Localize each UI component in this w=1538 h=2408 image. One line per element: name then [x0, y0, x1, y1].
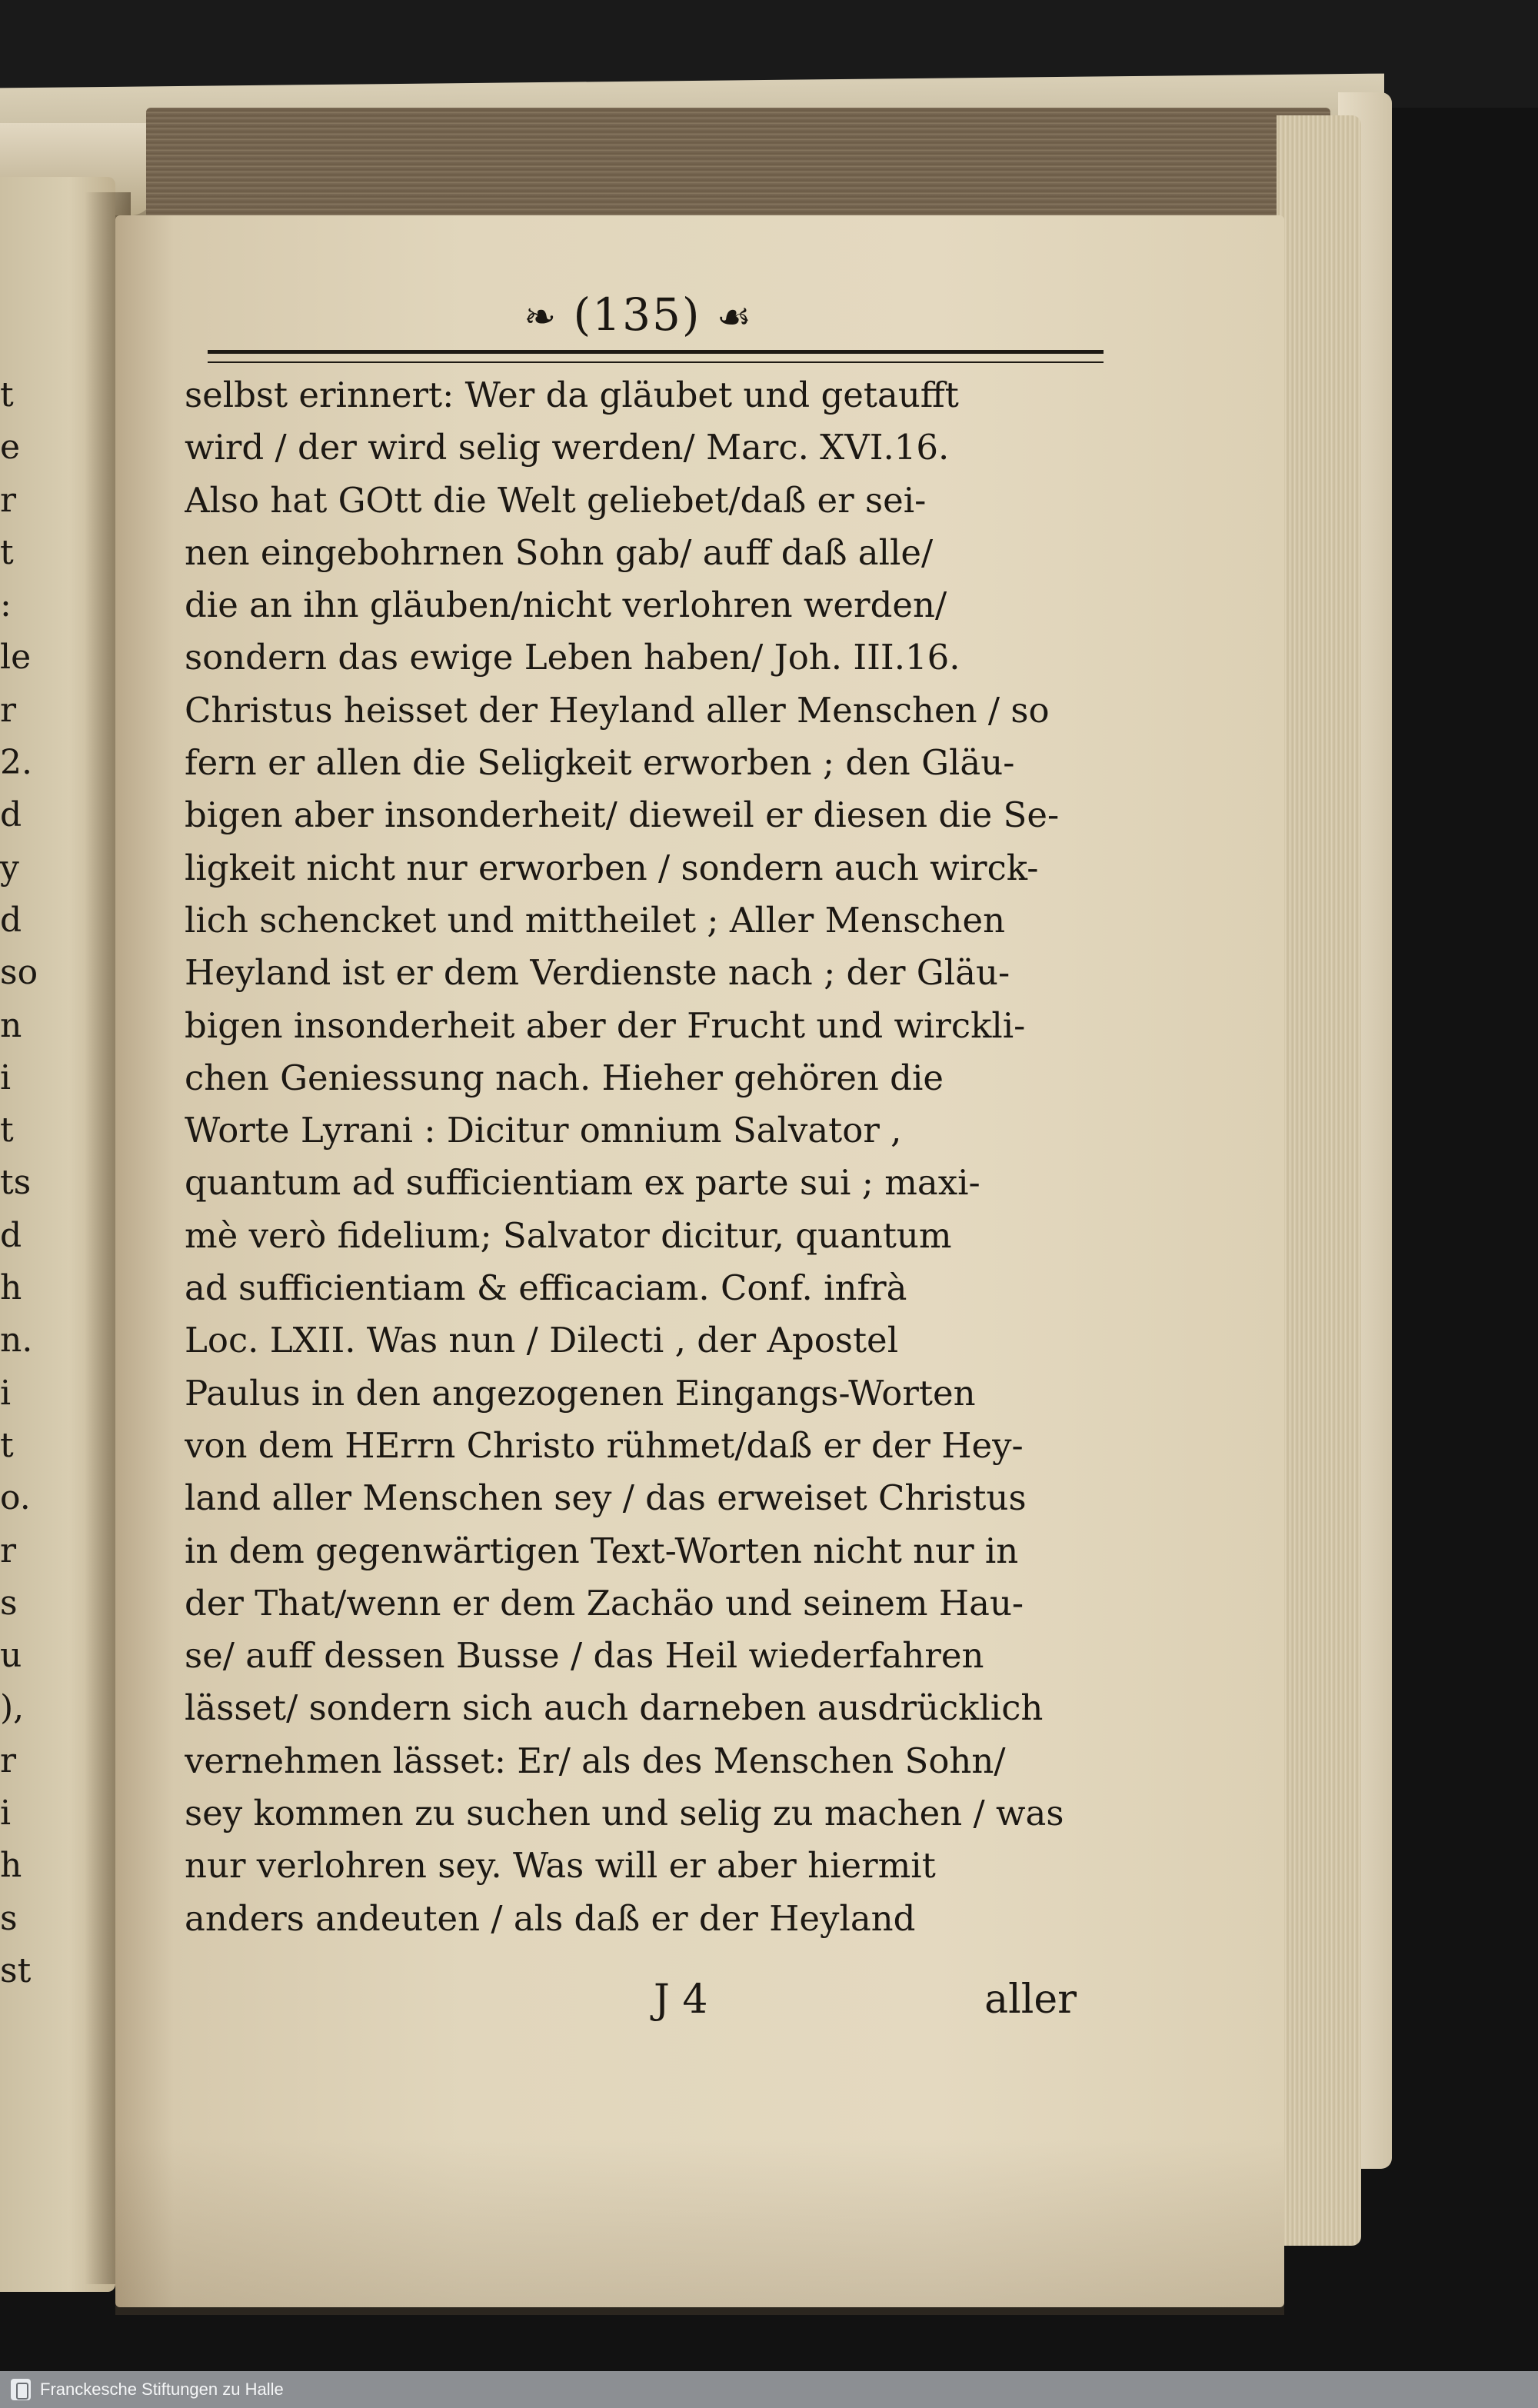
text-line: lich schencket und mittheilet ; Aller Menschen: [185, 899, 1006, 941]
catchword: aller: [984, 1977, 1077, 2023]
text-line: lässet/ sondern sich auch darneben ausdrücklich: [185, 1687, 1044, 1729]
text-line: nen eingebohrnen Sohn gab/ auff daß alle/: [185, 531, 934, 573]
left-ornament-icon: ❧: [524, 295, 558, 339]
text-line: sey kommen zu suchen und selig zu machen / was: [185, 1793, 1064, 1834]
text-line: in dem gegenwärtigen Text-Worten nicht nur in: [185, 1530, 1019, 1571]
text-line: sondern das ewige Leben haben/ Joh. III.16.: [185, 637, 960, 678]
left-fragment: y: [0, 848, 19, 888]
left-fragment: o.: [0, 1478, 31, 1518]
headband: [146, 108, 1330, 223]
institution-label: Franckesche Stiftungen zu Halle: [40, 2380, 284, 2399]
text-line: Worte Lyrani : Dicitur omnium Salvator ,: [185, 1110, 902, 1151]
left-fragment: n.: [0, 1321, 33, 1361]
text-line: ad sufficientiam & efficaciam. Conf. infrà: [185, 1267, 907, 1309]
left-fragment: d: [0, 795, 22, 835]
text-line: anders andeuten / als daß er der Heyland: [185, 1897, 916, 1939]
page-bottom-shade: [115, 2138, 1284, 2315]
text-line: von dem HErrn Christo rühmet/daß er der Hey-: [185, 1424, 1024, 1466]
text-line: Heyland ist er dem Verdienste nach ; der Gläu-: [185, 952, 1010, 994]
text-line: der That/wenn er dem Zachäo und seinem Hau-: [185, 1582, 1024, 1624]
left-fragment: e: [0, 428, 21, 468]
left-fragment: ),: [0, 1688, 25, 1728]
left-fragment: h: [0, 1268, 22, 1308]
left-fragment: so: [0, 953, 38, 993]
left-fragment: r: [0, 1530, 17, 1570]
left-fragment: s: [0, 1898, 18, 1938]
text-line: selbst erinnert: Wer da gläubet und getaufft: [185, 375, 959, 415]
right-ornament-icon: ☙: [716, 295, 753, 339]
left-fragment: i: [0, 1794, 12, 1833]
text-line: fern er allen die Seligkeit erworben ; den Gläu-: [185, 742, 1015, 784]
text-line: chen Geniessung nach. Hieher gehören die: [185, 1057, 944, 1098]
text-line: ligkeit nicht nur erworben / sondern auch wirck-: [185, 847, 1039, 888]
left-fragment: n: [0, 1005, 22, 1045]
header-rule: [208, 350, 1104, 363]
left-fragment: :: [0, 585, 12, 625]
body-text: [185, 369, 1115, 1945]
text-line: Also hat GOtt die Welt geliebet/daß er sei-: [185, 479, 927, 521]
fore-edge: [1277, 115, 1361, 2246]
text-line: bigen insonderheit aber der Frucht und wirckli-: [185, 1004, 1026, 1046]
text-line: se/ auff dessen Busse / das Heil wiederfahren: [185, 1635, 984, 1677]
text-line: mè verò fidelium; Salvator dicitur, quantum: [185, 1214, 952, 1256]
text-line: Paulus in den angezogenen Eingangs-Worten: [185, 1372, 976, 1414]
left-fragment: t: [0, 1425, 14, 1465]
left-fragment: r: [0, 480, 17, 520]
left-fragment: i: [0, 1373, 12, 1413]
text-line: quantum ad sufficientiam ex parte sui ; maxi-: [185, 1162, 980, 1204]
left-fragment: t: [0, 532, 14, 572]
page-header: ❧ (135) ☙: [524, 288, 753, 341]
text-line: nur verlohren sey. Was will er aber hiermit: [185, 1845, 936, 1887]
left-fragment: s: [0, 1583, 18, 1623]
left-fragment: le: [0, 638, 32, 678]
left-fragment: r: [0, 690, 17, 730]
left-fragment: u: [0, 1636, 22, 1676]
left-fragment: d: [0, 900, 22, 940]
left-fragment: st: [0, 1950, 32, 1990]
text-line: Christus heisset der Heyland aller Menschen / so: [185, 689, 1050, 731]
text-line: land aller Menschen sey / das erweiset Christus: [185, 1477, 1027, 1519]
left-fragment: t: [0, 1111, 14, 1151]
page-number: 135: [592, 288, 682, 341]
signature-mark: J 4: [654, 1977, 708, 2023]
institution-logo-icon: [11, 2379, 31, 2400]
left-page-text-fragments: [0, 369, 38, 1997]
text-line: wird / der wird selig werden/ Marc. XVI.16.: [185, 427, 950, 468]
left-fragment: i: [0, 1057, 12, 1097]
left-fragment: r: [0, 1740, 17, 1780]
left-fragment: t: [0, 375, 14, 415]
footer-bar: [0, 2371, 1538, 2408]
left-fragment: d: [0, 1215, 22, 1255]
text-line: vernehmen lässet: Er/ als des Menschen Sohn/: [185, 1740, 1006, 1781]
text-line: bigen aber insonderheit/ dieweil er diesen die Se-: [185, 794, 1060, 836]
left-fragment: ts: [0, 1163, 32, 1203]
left-fragment: h: [0, 1846, 22, 1886]
left-fragment: 2.: [0, 743, 32, 783]
text-line: die an ihn gläuben/nicht verlohren werden/: [185, 585, 947, 626]
page-footer: [631, 1977, 1092, 2038]
text-line: Loc. LXII. Was nun / Dilecti , der Apostel: [185, 1320, 899, 1361]
